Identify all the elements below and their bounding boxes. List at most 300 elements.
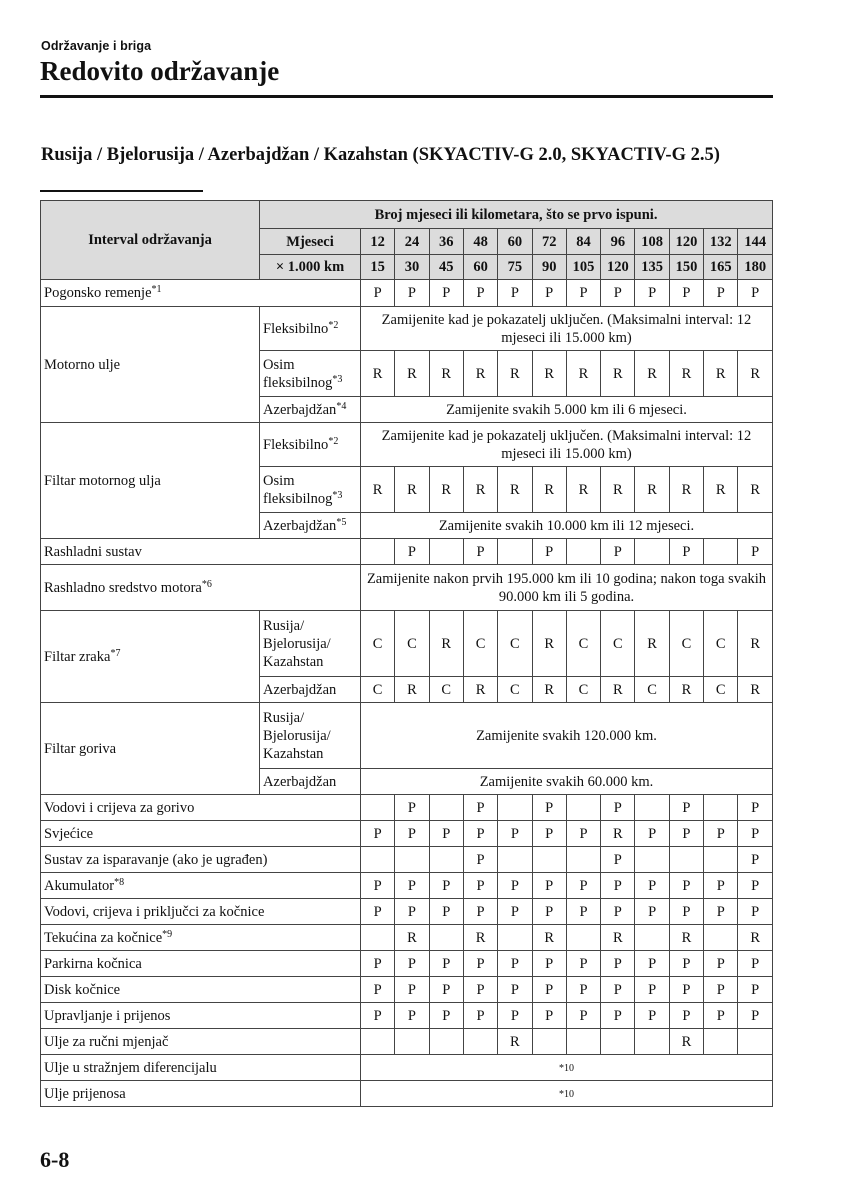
schedule-cell: R	[635, 467, 669, 513]
schedule-cell: P	[635, 821, 669, 847]
schedule-note: Zamijenite svakih 60.000 km.	[360, 769, 772, 795]
item-label	[41, 873, 361, 899]
item-label	[41, 951, 361, 977]
schedule-cell: P	[601, 873, 635, 899]
footnote-marker: *4	[336, 400, 347, 412]
schedule-cell	[532, 1029, 566, 1055]
schedule-cell: R	[395, 677, 429, 703]
schedule-cell: P	[601, 539, 635, 565]
schedule-cell: P	[498, 951, 532, 977]
schedule-cell: P	[463, 873, 497, 899]
sub-label-text: Azerbajdžan	[263, 681, 337, 698]
footnote-marker: *2	[328, 435, 339, 447]
schedule-cell: P	[463, 280, 497, 307]
month-header: 96	[601, 229, 635, 255]
schedule-cell: P	[566, 899, 600, 925]
schedule-cell: P	[395, 977, 429, 1003]
schedule-cell: P	[566, 977, 600, 1003]
schedule-cell: R	[429, 351, 463, 397]
schedule-cell: R	[532, 611, 566, 677]
footnote-marker: *1	[151, 284, 162, 295]
schedule-cell: P	[601, 977, 635, 1003]
schedule-cell: R	[498, 1029, 532, 1055]
footnote-marker: *5	[336, 516, 347, 528]
schedule-cell: R	[601, 467, 635, 513]
schedule-cell: R	[395, 351, 429, 397]
km-header: 135	[635, 255, 669, 280]
schedule-cell: P	[704, 899, 738, 925]
schedule-cell: R	[635, 351, 669, 397]
table-row	[41, 703, 773, 769]
km-header: 30	[395, 255, 429, 280]
schedule-cell: P	[704, 873, 738, 899]
footnote-reference: *10	[558, 1062, 574, 1074]
km-header: 90	[532, 255, 566, 280]
sub-label	[260, 513, 361, 539]
schedule-cell: R	[738, 677, 773, 703]
schedule-note: Zamijenite kad je pokazatelj uključen. (Maksimalni interval: 12 mjeseci ili 15.000 km)	[360, 307, 772, 351]
schedule-cell: P	[463, 821, 497, 847]
schedule-cell	[360, 795, 394, 821]
table-row	[41, 951, 773, 977]
schedule-cell: C	[566, 677, 600, 703]
schedule-cell	[395, 847, 429, 873]
item-label	[41, 1029, 361, 1055]
schedule-cell: P	[463, 1003, 497, 1029]
schedule-note	[360, 1055, 772, 1081]
schedule-cell	[566, 925, 600, 951]
schedule-cell: P	[738, 795, 773, 821]
schedule-cell: R	[463, 351, 497, 397]
footnote-marker: *6	[201, 578, 212, 590]
title-divider	[40, 95, 773, 98]
schedule-cell: R	[704, 467, 738, 513]
table-row	[41, 201, 773, 229]
schedule-cell: P	[566, 873, 600, 899]
schedule-cell: P	[532, 873, 566, 899]
sub-label	[260, 307, 361, 351]
schedule-cell: P	[429, 977, 463, 1003]
item-label	[41, 307, 260, 423]
table-row	[41, 1029, 773, 1055]
schedule-cell	[704, 795, 738, 821]
schedule-cell: P	[360, 280, 394, 307]
schedule-cell: P	[395, 951, 429, 977]
item-label	[41, 1081, 361, 1107]
schedule-cell: P	[635, 1003, 669, 1029]
sub-label	[260, 467, 361, 513]
schedule-cell: P	[635, 951, 669, 977]
schedule-cell	[429, 795, 463, 821]
schedule-cell: R	[704, 351, 738, 397]
item-label	[41, 977, 361, 1003]
schedule-cell: P	[532, 899, 566, 925]
schedule-cell	[635, 1029, 669, 1055]
schedule-cell: C	[360, 611, 394, 677]
item-label	[41, 565, 361, 611]
schedule-cell: P	[601, 847, 635, 873]
sub-label	[260, 677, 361, 703]
schedule-cell: P	[429, 1003, 463, 1029]
schedule-cell: P	[704, 821, 738, 847]
schedule-cell: P	[395, 899, 429, 925]
schedule-note	[360, 1081, 772, 1107]
month-header: 72	[532, 229, 566, 255]
schedule-cell: P	[635, 280, 669, 307]
schedule-cell: P	[669, 873, 703, 899]
schedule-cell	[429, 847, 463, 873]
sub-label-text: Fleksibilno	[263, 436, 329, 453]
schedule-cell: C	[601, 611, 635, 677]
schedule-cell: P	[738, 899, 773, 925]
schedule-cell	[635, 539, 669, 565]
schedule-cell: P	[635, 977, 669, 1003]
schedule-cell: P	[463, 899, 497, 925]
maintenance-schedule-table	[40, 200, 773, 1107]
month-header: 48	[463, 229, 497, 255]
schedule-cell	[429, 1029, 463, 1055]
schedule-cell: P	[635, 899, 669, 925]
table-row	[41, 925, 773, 951]
sub-label	[260, 351, 361, 397]
schedule-note: Zamijenite svakih 5.000 km ili 6 mjeseci.	[360, 397, 772, 423]
item-label	[41, 821, 361, 847]
footnote-marker: *8	[114, 876, 125, 888]
month-header: 132	[704, 229, 738, 255]
schedule-cell	[566, 1029, 600, 1055]
schedule-cell: P	[738, 847, 773, 873]
item-label	[41, 280, 361, 307]
table-subheading: Rusija / Bjelorusija / Azerbajdžan / Kazahstan (SKYACTIV-G 2.0, SKYACTIV-G 2.5)	[41, 145, 720, 165]
table-row	[41, 1003, 773, 1029]
schedule-cell: C	[498, 611, 532, 677]
sub-label	[260, 423, 361, 467]
table-row	[41, 977, 773, 1003]
schedule-cell: P	[738, 977, 773, 1003]
schedule-cell: P	[738, 821, 773, 847]
sub-label-text: Azerbajdžan	[263, 773, 337, 790]
schedule-cell: P	[498, 977, 532, 1003]
schedule-cell: C	[463, 611, 497, 677]
item-label	[41, 611, 260, 703]
schedule-cell: R	[738, 611, 773, 677]
schedule-cell: R	[532, 925, 566, 951]
schedule-cell: P	[566, 821, 600, 847]
schedule-cell: P	[704, 951, 738, 977]
item-label-text: Upravljanje i prijenos	[44, 1007, 171, 1024]
table-row	[41, 539, 773, 565]
item-label	[41, 703, 260, 795]
schedule-cell: P	[498, 821, 532, 847]
item-label	[41, 847, 361, 873]
schedule-cell: R	[498, 351, 532, 397]
schedule-cell: R	[360, 467, 394, 513]
item-label-text: Akumulator	[44, 877, 115, 894]
table-row	[41, 423, 773, 467]
sub-label	[260, 703, 361, 769]
schedule-cell: R	[566, 351, 600, 397]
schedule-cell: C	[635, 677, 669, 703]
schedule-cell	[463, 1029, 497, 1055]
schedule-cell: P	[360, 1003, 394, 1029]
schedule-cell: P	[704, 977, 738, 1003]
schedule-cell: P	[360, 899, 394, 925]
schedule-cell: R	[360, 351, 394, 397]
schedule-cell: R	[463, 467, 497, 513]
schedule-cell: P	[360, 873, 394, 899]
period-header: Broj mjeseci ili kilometara, što se prvo ispuni.	[260, 201, 773, 229]
km-header: 120	[601, 255, 635, 280]
schedule-note: Zamijenite svakih 10.000 km ili 12 mjeseci.	[360, 513, 772, 539]
schedule-cell: R	[738, 467, 773, 513]
schedule-cell	[566, 795, 600, 821]
schedule-cell	[704, 539, 738, 565]
schedule-cell: R	[601, 677, 635, 703]
sub-label-text: Azerbajdžan	[263, 517, 337, 534]
schedule-cell: P	[635, 873, 669, 899]
schedule-cell	[360, 539, 394, 565]
schedule-cell: P	[669, 899, 703, 925]
item-label	[41, 423, 260, 539]
schedule-cell: P	[360, 821, 394, 847]
table-row	[41, 873, 773, 899]
schedule-cell: P	[360, 951, 394, 977]
schedule-cell: P	[395, 821, 429, 847]
schedule-cell	[635, 925, 669, 951]
schedule-cell	[738, 1029, 773, 1055]
schedule-cell: P	[498, 873, 532, 899]
schedule-cell: P	[429, 899, 463, 925]
schedule-cell: P	[669, 539, 703, 565]
schedule-cell: C	[669, 611, 703, 677]
interval-header: Interval održavanja	[41, 201, 260, 280]
section-label: Održavanje i briga	[41, 39, 152, 53]
schedule-cell: R	[429, 467, 463, 513]
schedule-cell	[635, 847, 669, 873]
schedule-cell: C	[704, 677, 738, 703]
sub-label-text: Rusija/ Bjelorusija/ Kazahstan	[263, 617, 331, 670]
km-label: × 1.000 km	[260, 255, 361, 280]
schedule-cell	[566, 847, 600, 873]
item-label	[41, 925, 361, 951]
schedule-cell: R	[498, 467, 532, 513]
table-row	[41, 795, 773, 821]
schedule-cell: P	[601, 899, 635, 925]
schedule-cell	[704, 847, 738, 873]
schedule-cell: R	[669, 925, 703, 951]
schedule-cell: P	[738, 951, 773, 977]
schedule-cell: P	[498, 280, 532, 307]
sub-label-text: Rusija/ Bjelorusija/ Kazahstan	[263, 709, 331, 762]
item-label-text: Vodovi, crijeva i priključci za kočnice	[44, 903, 265, 920]
item-label-text: Sustav za isparavanje (ako je ugrađen)	[44, 851, 268, 868]
schedule-cell: P	[566, 1003, 600, 1029]
item-label-text: Svjećice	[44, 825, 94, 842]
schedule-cell: R	[601, 925, 635, 951]
item-label-text: Rashladno sredstvo motora	[44, 579, 202, 596]
schedule-cell: P	[601, 951, 635, 977]
schedule-cell: R	[601, 351, 635, 397]
sub-label	[260, 611, 361, 677]
schedule-cell: P	[704, 1003, 738, 1029]
item-label-text: Ulje u stražnjem diferencijalu	[44, 1059, 217, 1076]
schedule-cell: P	[532, 539, 566, 565]
item-label-text: Tekućina za kočnice	[44, 929, 163, 946]
schedule-cell	[498, 925, 532, 951]
subheading-underline	[40, 190, 203, 192]
schedule-cell: P	[669, 1003, 703, 1029]
table-row	[41, 307, 773, 351]
schedule-cell: P	[566, 951, 600, 977]
schedule-cell: P	[498, 1003, 532, 1029]
km-header: 15	[360, 255, 394, 280]
schedule-cell: P	[669, 977, 703, 1003]
schedule-cell: C	[566, 611, 600, 677]
schedule-cell: C	[498, 677, 532, 703]
item-label-text: Filtar zraka	[44, 648, 111, 665]
schedule-cell	[429, 925, 463, 951]
schedule-cell: P	[463, 847, 497, 873]
schedule-cell: P	[498, 899, 532, 925]
month-header: 24	[395, 229, 429, 255]
page-title: Redovito održavanje	[40, 56, 280, 86]
table-row	[41, 847, 773, 873]
item-label-text: Filtar goriva	[44, 740, 117, 757]
schedule-cell	[360, 847, 394, 873]
schedule-cell: C	[429, 677, 463, 703]
sub-label-text: Azerbajdžan	[263, 401, 337, 418]
schedule-cell: P	[601, 795, 635, 821]
table-row	[41, 565, 773, 611]
item-label	[41, 795, 361, 821]
km-header: 105	[566, 255, 600, 280]
schedule-cell	[429, 539, 463, 565]
schedule-cell: C	[704, 611, 738, 677]
schedule-cell: P	[532, 795, 566, 821]
schedule-cell: P	[738, 873, 773, 899]
schedule-cell	[601, 1029, 635, 1055]
km-header: 165	[704, 255, 738, 280]
schedule-cell: P	[532, 821, 566, 847]
schedule-cell	[704, 1029, 738, 1055]
schedule-cell: R	[601, 821, 635, 847]
schedule-cell: C	[395, 611, 429, 677]
item-label-text: Parkirna kočnica	[44, 955, 142, 972]
schedule-cell: C	[360, 677, 394, 703]
schedule-cell: P	[704, 280, 738, 307]
schedule-cell: P	[463, 951, 497, 977]
km-header: 150	[669, 255, 703, 280]
schedule-cell: R	[738, 351, 773, 397]
schedule-cell: R	[395, 467, 429, 513]
schedule-note: Zamijenite svakih 120.000 km.	[360, 703, 772, 769]
schedule-cell: P	[463, 795, 497, 821]
schedule-cell: P	[532, 1003, 566, 1029]
schedule-cell: R	[395, 925, 429, 951]
schedule-cell: R	[669, 467, 703, 513]
schedule-cell: R	[532, 677, 566, 703]
sub-label-text: Osim fleksibilnog	[263, 356, 333, 391]
months-label: Mjeseci	[260, 229, 361, 255]
item-label-text: Ulje za ručni mjenjač	[44, 1033, 169, 1050]
schedule-cell: P	[463, 977, 497, 1003]
schedule-cell: P	[395, 873, 429, 899]
schedule-cell: P	[395, 1003, 429, 1029]
schedule-cell: P	[669, 795, 703, 821]
schedule-cell: P	[738, 280, 773, 307]
schedule-cell: R	[669, 677, 703, 703]
sub-label	[260, 769, 361, 795]
schedule-cell: P	[601, 280, 635, 307]
schedule-cell: P	[601, 1003, 635, 1029]
table-row	[41, 1055, 773, 1081]
schedule-cell: P	[738, 1003, 773, 1029]
footnote-marker: *7	[110, 647, 121, 659]
item-label	[41, 899, 361, 925]
km-header: 45	[429, 255, 463, 280]
sub-label-text: Osim fleksibilnog	[263, 472, 333, 507]
schedule-cell	[532, 847, 566, 873]
footnote-marker: *9	[162, 928, 173, 940]
schedule-cell: R	[532, 351, 566, 397]
schedule-note: Zamijenite nakon prvih 195.000 km ili 10 godina; nakon toga svakih 90.000 km ili 5 godina.	[360, 565, 772, 611]
schedule-cell: P	[532, 280, 566, 307]
km-header: 60	[463, 255, 497, 280]
schedule-cell: R	[635, 611, 669, 677]
schedule-cell: R	[669, 1029, 703, 1055]
item-label-text: Filtar motornog ulja	[44, 472, 161, 489]
table-row	[41, 611, 773, 677]
schedule-cell: R	[463, 925, 497, 951]
schedule-cell: R	[669, 351, 703, 397]
table-row	[41, 280, 773, 307]
schedule-cell: P	[429, 280, 463, 307]
schedule-cell: P	[463, 539, 497, 565]
sub-label	[260, 397, 361, 423]
item-label-text: Ulje prijenosa	[44, 1085, 126, 1102]
schedule-cell: R	[738, 925, 773, 951]
schedule-cell: P	[566, 280, 600, 307]
schedule-cell	[498, 539, 532, 565]
item-label	[41, 539, 361, 565]
month-header: 12	[360, 229, 394, 255]
footnote-reference: *10	[558, 1088, 574, 1100]
footnote-marker: *3	[332, 489, 343, 501]
schedule-cell	[704, 925, 738, 951]
table-row	[41, 1081, 773, 1107]
schedule-cell: P	[532, 977, 566, 1003]
month-header: 144	[738, 229, 773, 255]
schedule-cell: P	[395, 795, 429, 821]
item-label-text: Rashladni sustav	[44, 543, 142, 560]
item-label	[41, 1003, 361, 1029]
month-header: 120	[669, 229, 703, 255]
item-label-text: Motorno ulje	[44, 356, 121, 373]
item-label-text: Vodovi i crijeva za gorivo	[44, 799, 195, 816]
km-header: 180	[738, 255, 773, 280]
table-row	[41, 899, 773, 925]
month-header: 84	[566, 229, 600, 255]
schedule-cell: R	[463, 677, 497, 703]
schedule-cell: P	[429, 821, 463, 847]
schedule-cell: P	[738, 539, 773, 565]
schedule-note: Zamijenite kad je pokazatelj uključen. (Maksimalni interval: 12 mjeseci ili 15.000 km)	[360, 423, 772, 467]
schedule-cell	[635, 795, 669, 821]
schedule-cell: P	[669, 951, 703, 977]
item-label	[41, 1055, 361, 1081]
sub-label-text: Fleksibilno	[263, 320, 329, 337]
schedule-cell: P	[532, 951, 566, 977]
